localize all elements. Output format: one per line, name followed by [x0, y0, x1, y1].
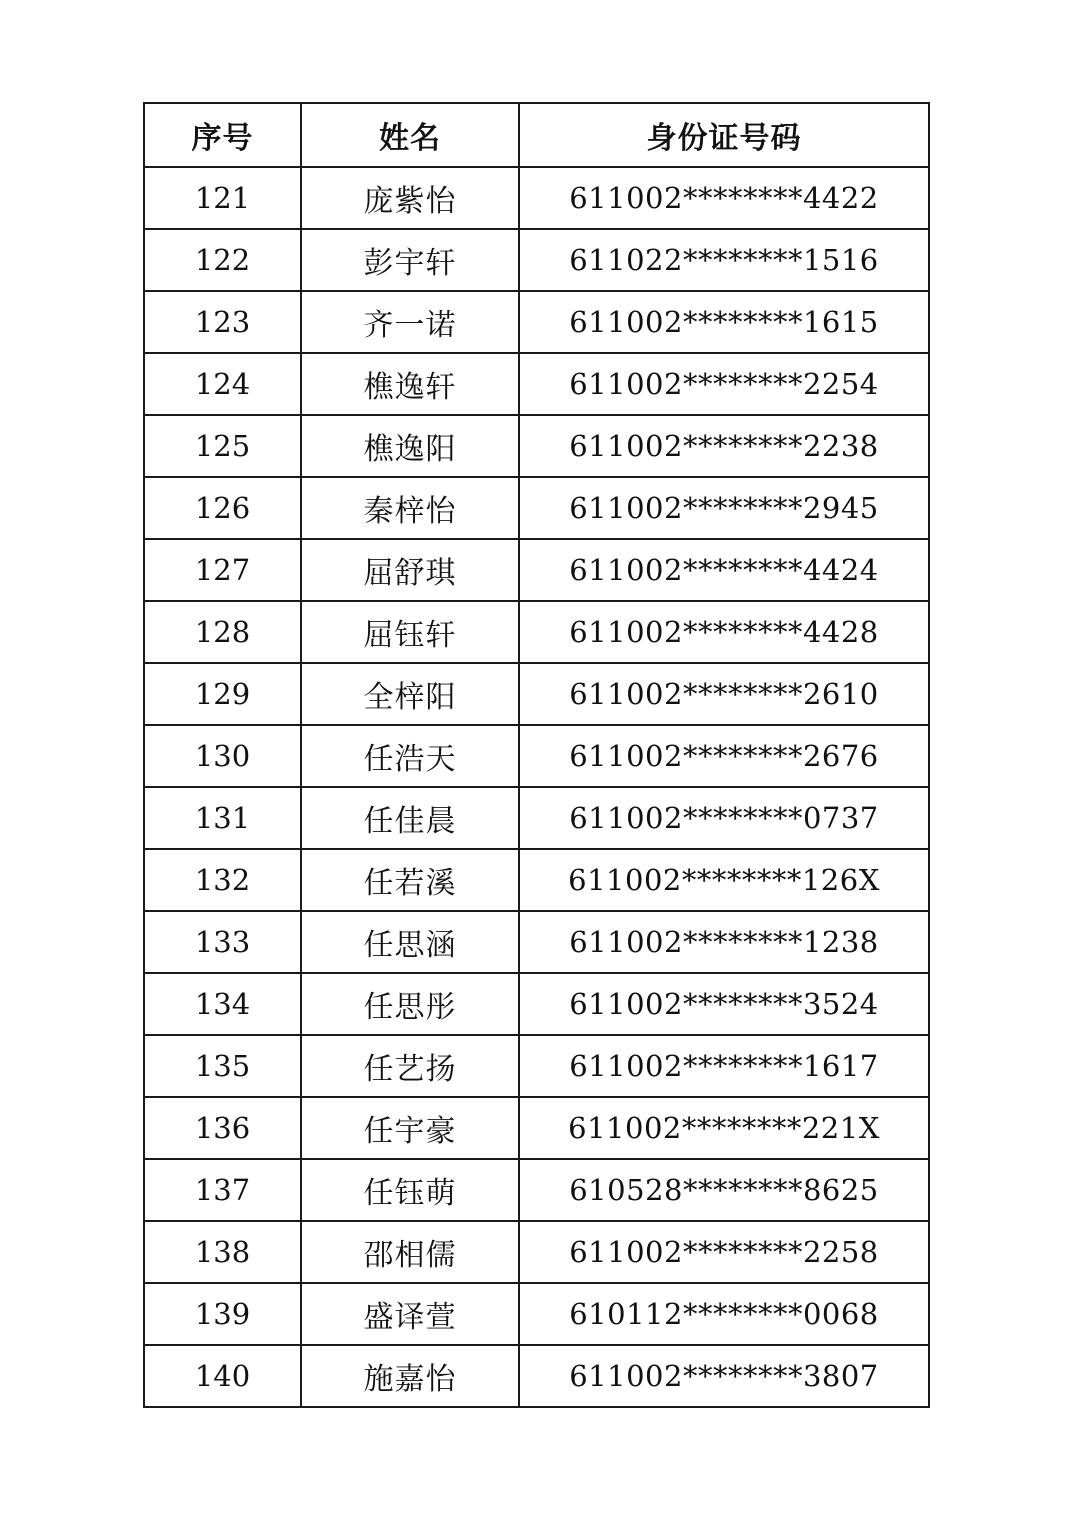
table-row — [144, 663, 929, 725]
name-cell: 秦梓怡 — [301, 477, 519, 539]
id-number-cell: 611002********0737 — [519, 787, 929, 849]
table-row — [144, 477, 929, 539]
serial-number-cell: 122 — [144, 229, 301, 291]
table-row — [144, 1097, 929, 1159]
id-number-cell: 611002********2254 — [519, 353, 929, 415]
name-cell: 任宇豪 — [301, 1097, 519, 1159]
name-cell: 屈钰轩 — [301, 601, 519, 663]
serial-number-cell: 135 — [144, 1035, 301, 1097]
name-cell: 任佳晨 — [301, 787, 519, 849]
name-cell: 任若溪 — [301, 849, 519, 911]
name-cell: 彭宇轩 — [301, 229, 519, 291]
table-row — [144, 291, 929, 353]
serial-number-cell: 130 — [144, 725, 301, 787]
name-cell: 屈舒琪 — [301, 539, 519, 601]
name-cell: 任艺扬 — [301, 1035, 519, 1097]
name-cell: 盛译萱 — [301, 1283, 519, 1345]
table-row — [144, 1159, 929, 1221]
id-number-cell: 611002********221X — [519, 1097, 929, 1159]
table-row — [144, 601, 929, 663]
table-row — [144, 1221, 929, 1283]
serial-number-cell: 133 — [144, 911, 301, 973]
column-header-serial-number: 序号 — [144, 103, 301, 167]
table-row — [144, 787, 929, 849]
table-row — [144, 1345, 929, 1407]
id-number-cell: 611002********1617 — [519, 1035, 929, 1097]
name-cell: 樵逸阳 — [301, 415, 519, 477]
serial-number-cell: 125 — [144, 415, 301, 477]
id-number-cell: 611002********4422 — [519, 167, 929, 229]
table-body — [144, 167, 929, 1407]
roster-table — [143, 102, 930, 1408]
serial-number-cell: 128 — [144, 601, 301, 663]
name-cell: 全梓阳 — [301, 663, 519, 725]
table-row — [144, 539, 929, 601]
table-row — [144, 353, 929, 415]
table-row — [144, 973, 929, 1035]
serial-number-cell: 137 — [144, 1159, 301, 1221]
serial-number-cell: 127 — [144, 539, 301, 601]
id-number-cell: 610528********8625 — [519, 1159, 929, 1221]
serial-number-cell: 134 — [144, 973, 301, 1035]
id-number-cell: 611002********4424 — [519, 539, 929, 601]
serial-number-cell: 131 — [144, 787, 301, 849]
table-row — [144, 229, 929, 291]
table-row — [144, 911, 929, 973]
id-number-cell: 611002********126X — [519, 849, 929, 911]
serial-number-cell: 132 — [144, 849, 301, 911]
serial-number-cell: 129 — [144, 663, 301, 725]
table-row — [144, 1283, 929, 1345]
id-number-cell: 611002********1615 — [519, 291, 929, 353]
id-number-cell: 610112********0068 — [519, 1283, 929, 1345]
table-row — [144, 415, 929, 477]
name-cell: 任思涵 — [301, 911, 519, 973]
name-cell: 施嘉怡 — [301, 1345, 519, 1407]
table-row — [144, 849, 929, 911]
name-cell: 任思彤 — [301, 973, 519, 1035]
serial-number-cell: 123 — [144, 291, 301, 353]
id-number-cell: 611002********3807 — [519, 1345, 929, 1407]
id-number-cell: 611002********2676 — [519, 725, 929, 787]
name-cell: 庞紫怡 — [301, 167, 519, 229]
name-cell: 樵逸轩 — [301, 353, 519, 415]
id-number-cell: 611022********1516 — [519, 229, 929, 291]
name-cell: 邵相儒 — [301, 1221, 519, 1283]
table-row — [144, 167, 929, 229]
serial-number-cell: 138 — [144, 1221, 301, 1283]
id-number-cell: 611002********2258 — [519, 1221, 929, 1283]
serial-number-cell: 124 — [144, 353, 301, 415]
column-header-id-number: 身份证号码 — [519, 103, 929, 167]
serial-number-cell: 140 — [144, 1345, 301, 1407]
serial-number-cell: 121 — [144, 167, 301, 229]
column-header-name: 姓名 — [301, 103, 519, 167]
serial-number-cell: 136 — [144, 1097, 301, 1159]
id-number-cell: 611002********2238 — [519, 415, 929, 477]
name-cell: 任钰萌 — [301, 1159, 519, 1221]
name-cell: 任浩天 — [301, 725, 519, 787]
header-row — [144, 103, 929, 167]
serial-number-cell: 126 — [144, 477, 301, 539]
id-number-cell: 611002********2945 — [519, 477, 929, 539]
id-number-cell: 611002********2610 — [519, 663, 929, 725]
table-row — [144, 725, 929, 787]
table-row — [144, 1035, 929, 1097]
serial-number-cell: 139 — [144, 1283, 301, 1345]
id-number-cell: 611002********4428 — [519, 601, 929, 663]
id-number-cell: 611002********3524 — [519, 973, 929, 1035]
name-cell: 齐一诺 — [301, 291, 519, 353]
id-number-cell: 611002********1238 — [519, 911, 929, 973]
